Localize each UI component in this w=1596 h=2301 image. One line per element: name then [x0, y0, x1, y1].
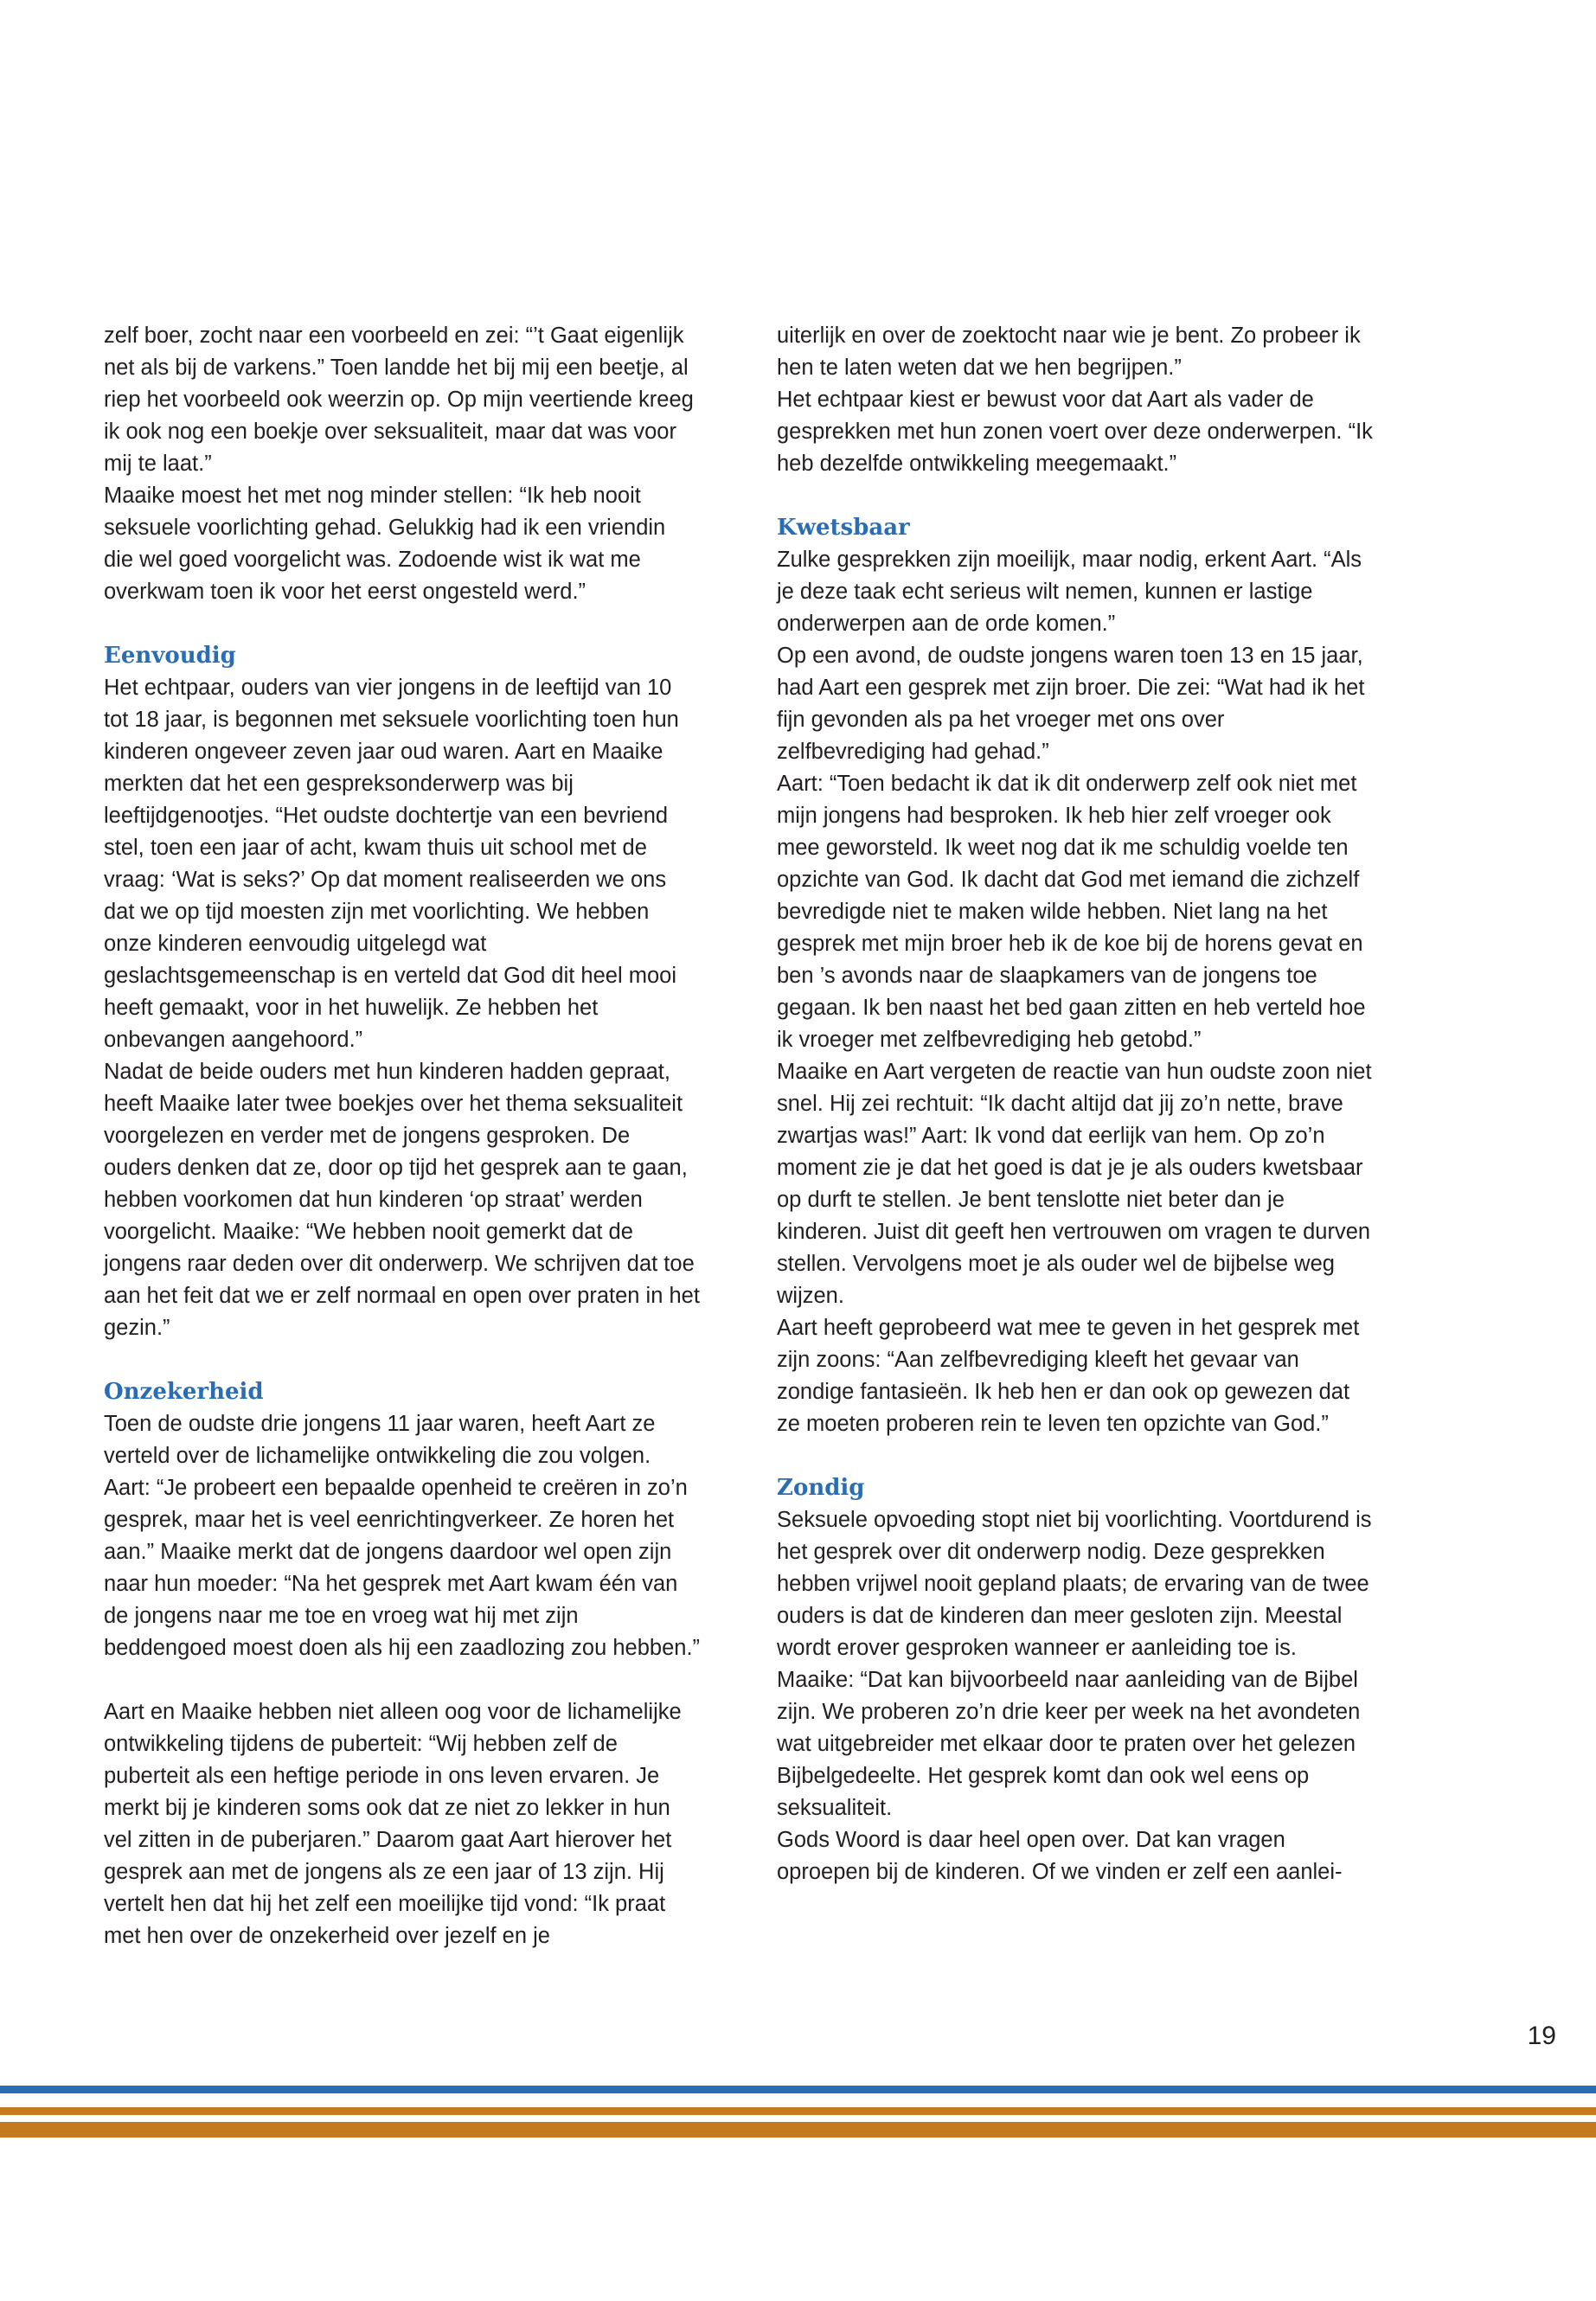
paragraph: Zulke gesprekken zijn moeilijk, maar nodig, erkent Aart. “Als je deze taak echt serieus wilt nemen, kunnen er lastige onderwerpen aan de orde komen.”	[777, 548, 1362, 636]
paragraph: Maaike en Aart vergeten de reactie van hun oudste zoon niet snel. Hij zei rechtuit: “Ik dacht altijd dat jij zo’n nette, brave zwartjas was!” Aart: Ik vond dat eerlijk van hem. Op zo’n moment zie je dat het goed is dat je je als ouders kwetsbaar op durft te stellen. Je bent tenslotte niet beter dan je kinderen. Juist dit geeft hen vertrouwen om vragen te durven stellen. Vervolgens moet je als ouder wel de bijbelse weg wijzen.	[777, 1060, 1372, 1308]
section-heading-zondig: Zondig	[777, 1475, 865, 1501]
paragraph: Aart heeft geprobeerd wat mee te geven in het gesprek met zijn zoons: “Aan zelfbevrediging kleeft het gevaar van zondige fantasieën. Ik heb hen er dan ook op gewezen dat ze moeten proberen rein te leven ten opzichte van God.”	[777, 1316, 1360, 1436]
paragraph: Op een avond, de oudste jongens waren toen 13 en 15 jaar, had Aart een gesprek met zijn broer. Die zei: “Wat had ik het fijn gevonden als pa het vroeger met ons over zelfbevrediging had gehad.”	[777, 644, 1365, 764]
footer-stripe-orange-thick	[0, 2122, 1596, 2138]
footer-stripe-blue	[0, 2086, 1596, 2093]
paragraph: Aart en Maaike hebben niet alleen oog voor de lichamelijke ontwikkeling tijdens de puberteit: “Wij hebben zelf de puberteit als een heftige periode in ons leven ervaren. Je merkt bij je kinderen soms ook dat ze niet zo lekker in hun vel zitten in de puberjaren.” Daarom gaat Aart hierover het gesprek aan met de jongens als ze een jaar of 13 zijn. Hij vertelt hen dat hij het zelf een moeilijke tijd vond: “Ik praat met hen over de onzekerheid over jezelf en je	[104, 1700, 682, 1948]
paragraph: Seksuele opvoeding stopt niet bij voorlichting. Voortdurend is het gesprek over dit onderwerp nodig. Deze gesprekken hebben vrijwel nooit gepland plaats; de ervaring van de twee ouders is dat de kinderen dan meer gesloten zijn. Meestal wordt erover gesproken wanneer er aanleiding toe is.	[777, 1508, 1372, 1660]
paragraph: Nadat de beide ouders met hun kinderen hadden gepraat, heeft Maaike later twee boekjes over het thema seksualiteit voorgelezen en verder met de jongens gesproken. De ouders denken dat ze, door op tijd het gesprek aan te gaan, hebben voorkomen dat hun kinderen ‘op straat’ werden voorgelicht. Maaike: “We hebben nooit gemerkt dat de jongens raar deden over dit onderwerp. We schrijven dat toe aan het feit dat we er zelf normaal en open over praten in het gezin.”	[104, 1060, 700, 1340]
right-column	[777, 320, 1374, 1888]
paragraph: Het echtpaar, ouders van vier jongens in de leeftijd van 10 tot 18 jaar, is begonnen met seksuele voorlichting toen hun kinderen ongeveer zeven jaar oud waren. Aart en Maaike merkten dat het een gespreksonderwerp was bij leeftijdgenootjes. “Het oudste dochtertje van een bevriend stel, toen een jaar of acht, kwam thuis uit school met de vraag: ‘Wat is seks?’ Op dat moment realiseerden we ons dat we op tijd moesten zijn met voorlichting. We hebben onze kinderen eenvoudig uitgelegd wat geslachtsgemeenschap is en verteld dat God dit heel mooi heeft gemaakt, voor in het huwelijk. Ze hebben het onbevangen aangehoord.”	[104, 676, 679, 1052]
section-heading-kwetsbaar: Kwetsbaar	[777, 515, 910, 541]
left-column	[104, 320, 701, 1952]
page-number: 19	[1527, 2022, 1556, 2050]
section-heading-eenvoudig: Eenvoudig	[104, 643, 236, 669]
paragraph: Toen de oudste drie jongens 11 jaar waren, heeft Aart ze verteld over de lichamelijke ontwikkeling die zou volgen. Aart: “Je probeert een bepaalde openheid te creëren in zo’n gesprek, maar het is veel eenrichtingverkeer. Ze horen het aan.” Maaike merkt dat de jongens daardoor wel open zijn naar hun moeder: “Na het gesprek met Aart kwam één van de jongens naar me toe en vroeg wat hij met zijn beddengoed moest doen als hij een zaadlozing zou hebben.”	[104, 1412, 701, 1660]
paragraph: Het echtpaar kiest er bewust voor dat Aart als vader de gesprekken met hun zonen voert over deze onderwerpen. “Ik heb dezelfde ontwikkeling meegemaakt.”	[777, 388, 1373, 476]
paragraph: Aart: “Toen bedacht ik dat ik dit onderwerp zelf ook niet met mijn jongens had besproken. Ik heb hier zelf vroeger ook mee geworsteld. Ik weet nog dat ik me schuldig voelde ten opzichte van God. Ik dacht dat God met iemand die zichzelf bevredigde niet te maken wilde hebben. Niet lang na het gesprek met mijn broer heb ik de koe bij de horens gevat en ben ’s avonds naar de slaapkamers van de jongens toe gegaan. Ik ben naast het bed gaan zitten en heb verteld hoe ik vroeger met zelfbevrediging heb getobd.”	[777, 772, 1366, 1052]
section-heading-onzekerheid: Onzekerheid	[104, 1379, 264, 1405]
paragraph: Maaike moest het met nog minder stellen: “Ik heb nooit seksuele voorlichting gehad. Gelukkig had ik een vriendin die wel goed voorgelicht was. Zodoende wist ik wat me overkwam toen ik voor het eerst ongesteld werd.”	[104, 484, 666, 604]
footer-stripe-orange	[0, 2107, 1596, 2115]
paragraph: Gods Woord is daar heel open over. Dat kan vragen oproepen bij de kinderen. Of we vinden er zelf een aanlei-	[777, 1828, 1343, 1884]
paragraph: zelf boer, zocht naar een voorbeeld en zei: “’t Gaat eigenlijk net als bij de varkens.” Toen landde het bij mij een beetje, al riep het voorbeeld ook weerzin op. Op mijn veertiende kreeg ik ook nog een boekje over seksualiteit, maar dat was voor mij te laat.”	[104, 324, 694, 476]
paragraph: Maaike: “Dat kan bijvoorbeeld naar aanleiding van de Bijbel zijn. We proberen zo’n drie keer per week na het avondeten wat uitgebreider met elkaar door te praten over het gelezen Bijbelgedeelte. Het gesprek komt dan ook wel eens op seksualiteit.	[777, 1668, 1361, 1820]
paragraph: uiterlijk en over de zoektocht naar wie je bent. Zo probeer ik hen te laten weten dat we hen begrijpen.”	[777, 324, 1361, 380]
